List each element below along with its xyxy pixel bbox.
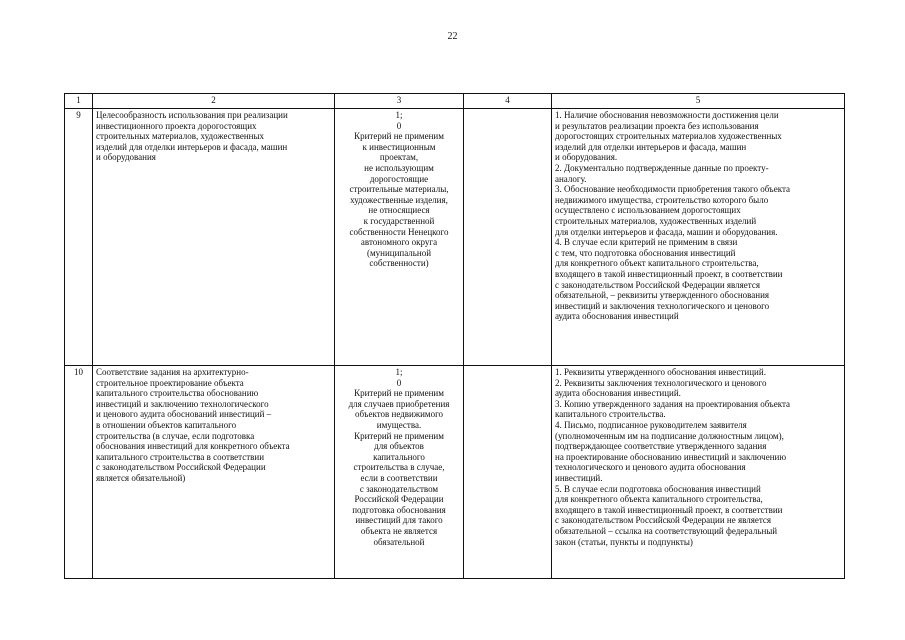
documents-text: 1. Наличие обоснования невозможности достижения цели и результатов реализации проекта без использования дорогостоящих строительных материалов художественных изделий для отделки интерьеров и фасада, машин и оборудования. 2. Документально подтвержденные данные по проекту- аналогу. 3. Обоснование необходимости приобретения такого объекта недвижимого имущества, строительство которого было осуществлено с использованием дорогостоящих строительных материалов, художественных изделий для отделки интерьеров и фасада, машин и оборудования. 4. В случае если критерий не применим в связи с тем, что подготовка обоснования инвестиций для конкретного объект капитального строительства, входящего в такой инвестиционный проект, в соответствии с законодательством Российской Федерации является обязательной, – реквизиты утвержденного обоснования инвестиций и заключения технологического и ценового аудита обоснования инвестиций [552, 109, 845, 366]
column-header: 5 [552, 94, 845, 109]
empty-cell [464, 109, 552, 366]
criterion-text: Соответствие задания на архитектурно- строительное проектирование объекта капитального строительства обоснованию инвестиций и заключению технологического и ценового аудита обоснований инвестиций – в отношении объектов капитального строительства (в случае, если подготовка обоснования инвестиций для конкретного объекта капитального строительства в соответствии с законодательством Российской Федерации является обязательной) [93, 366, 335, 579]
column-header: 4 [464, 94, 552, 109]
column-header: 1 [65, 94, 93, 109]
empty-cell [464, 366, 552, 579]
row-number: 10 [65, 366, 93, 579]
column-header: 3 [335, 94, 464, 109]
column-header: 2 [93, 94, 335, 109]
weight-text: 1; 0 Критерий не применим к инвестиционным проектам, не использующим дорогостоящие строительные материалы, художественные изделия, не относящиеся к государственной собственности Ненецкого автономного округа (муниципальной собственности) [335, 109, 464, 366]
page-number: 22 [447, 31, 458, 42]
criteria-table [64, 93, 845, 579]
criterion-text: Целесообразность использования при реализации инвестиционного проекта дорогостоящих строительных материалов, художественных изделий для отделки интерьеров и фасада, машин и оборудования [93, 109, 335, 366]
table-row [65, 366, 845, 579]
table-row [65, 109, 845, 366]
table-header-row [65, 94, 845, 109]
row-number: 9 [65, 109, 93, 366]
documents-text: 1. Реквизиты утвержденного обоснования инвестиций. 2. Реквизиты заключения технологического и ценового аудита обоснования инвестиций. 3. Копию утвержденного задания на проектирования объекта капитального строительства. 4. Письмо, подписанное руководителем заявителя (уполномоченным им на подписание должностным лицом), подтверждающее соответствие утвержденного задания на проектирование обоснованию инвестиций и заключению технологического и ценового аудита обоснования инвестиций. 5. В случае если подготовка обоснования инвестиций для конкретного объекта капитального строительства, входящего в такой инвестиционный проект, в соответствии с законодательством Российской Федерации не является обязательной – ссылка на соответствующий федеральный закон (статьи, пункты и подпункты) [552, 366, 845, 579]
weight-text: 1; 0 Критерий не применим для случаев приобретения объектов недвижимого имущества. Критерий не применим для объектов капитального строительства в случае, если в соответствии с законодательством Российской Федерации подготовка обоснования инвестиций для такого объекта не является обязательной [335, 366, 464, 579]
